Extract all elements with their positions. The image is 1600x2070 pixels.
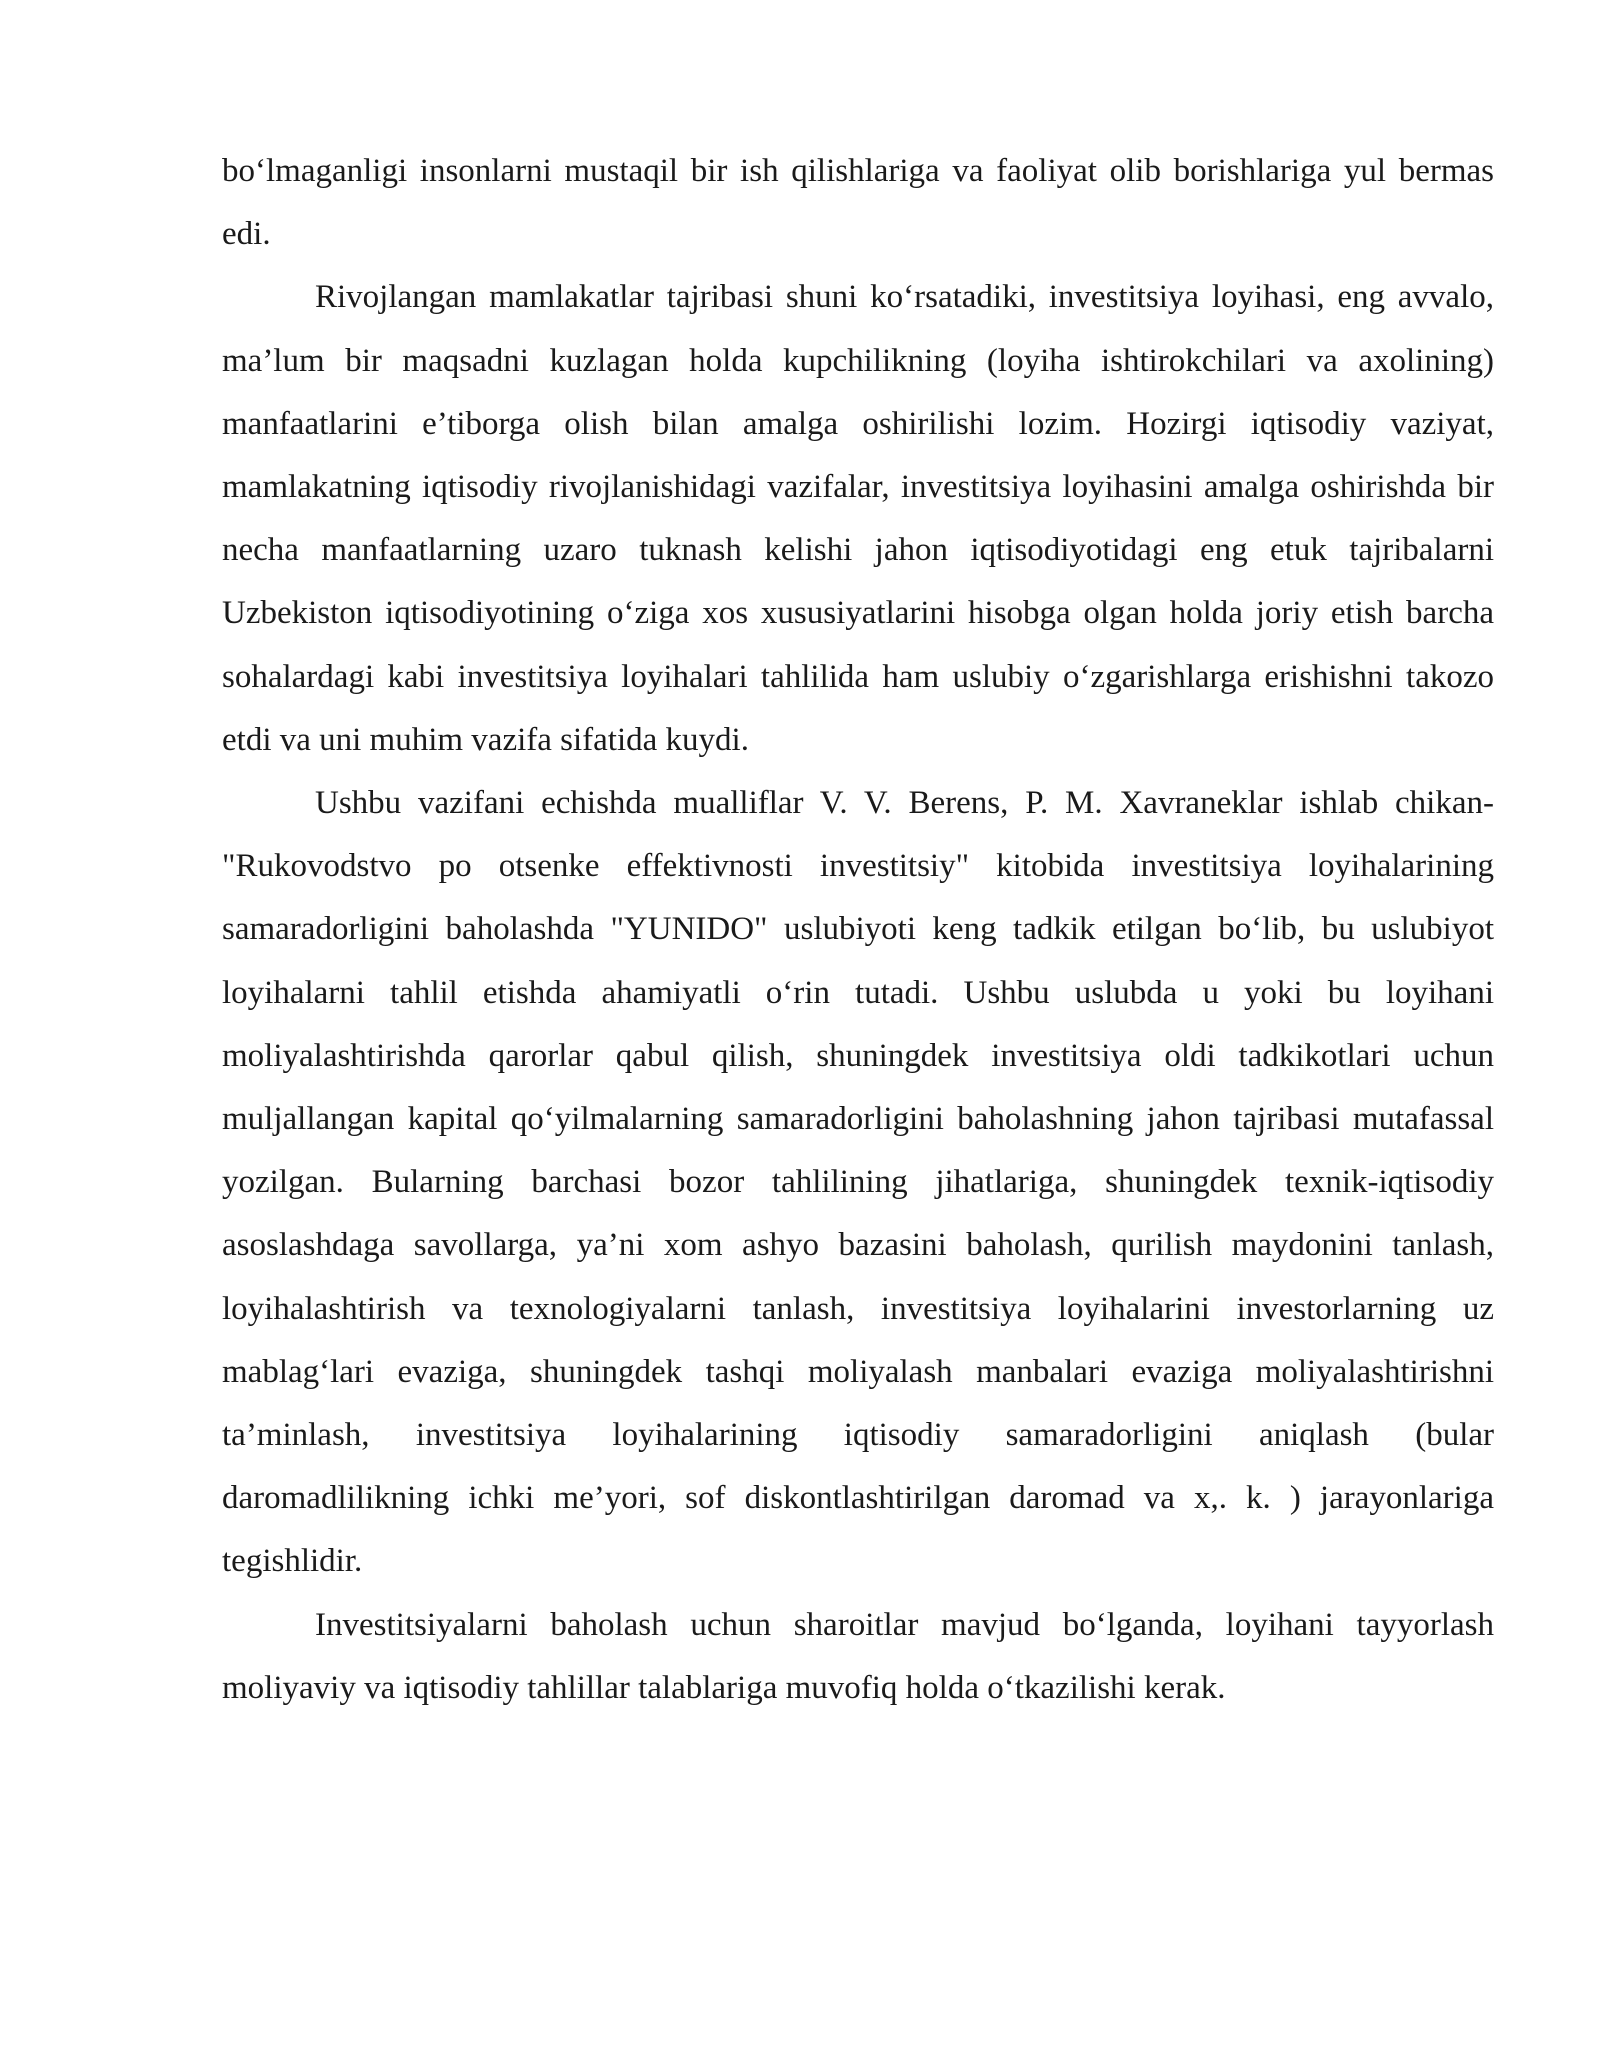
paragraph-investitsiyalarni: Investitsiyalarni baholash uchun sharoitlar mavjud bo‘lganda, loyihani tayyorlash moliyaviy va iqtisodiy tahlillar talablariga muvofiq holda o‘tkazilishi kerak. xyxy=(222,1606,1494,1706)
paragraph-ushbu-vazifani: Ushbu vazifani echishda mualliflar V. V. Berens, P. M. Xavraneklar ishlab chikan- "Rukovodstvo po otsenke effektivnosti investitsiy" kitobida investitsiya loyihalarining samaradorligini baholashda "YUNIDO" uslubiyoti keng tadkik etilgan bo‘lib, bu uslubiyot loyihalarni tahlil etishda ahamiyatli o‘rin tutadi. Ushbu uslubda u yoki bu loyihani moliyalashtirishda qarorlar qabul qilish, shuningdek investitsiya oldi tadkikotlari uchun muljallangan kapital qo‘yilmalarning samaradorligini baholashning jahon tajribasi mutafassal yozilgan. Bularning barchasi bozor tahlilining jihatlariga, shuningdek texnik-iqtisodiy asoslashdaga savollarga, ya’ni xom ashyo bazasini baholash, qurilish maydonini tanlash, loyihalashtirish va texnologiyalarni tanlash, investitsiya loyihalarini investorlarning uz mablag‘lari evaziga, shuningdek tashqi moliyalash manbalari evaziga moliyalashtirishni ta’minlash, investitsiya loyihalarining iqtisodiy samaradorligini aniqlash (bular daromadlilikning ichki me’yori, sof diskontlashtirilgan daromad va x,. k. ) jarayonlariga tegishlidir. xyxy=(222,785,1494,1580)
paragraph-continuation: bo‘lmaganligi insonlarni mustaqil bir ish qilishlariga va faoliyat olib borishlariga yul bermas edi. xyxy=(222,153,1494,253)
document-body xyxy=(222,140,1494,1720)
paragraph-rivojlangan: Rivojlangan mamlakatlar tajribasi shuni ko‘rsatadiki, investitsiya loyihasi, eng avvalo, ma’lum bir maqsadni kuzlagan holda kupchilikning (loyiha ishtirokchilari va axolining) manfaatlarini e’tiborga olish bilan amalga oshirilishi lozim. Hozirgi iqtisodiy vaziyat, mamlakatning iqtisodiy rivojlanishidagi vazifalar, investitsiya loyihasini amalga oshirishda bir necha manfaatlarning uzaro tuknash kelishi jahon iqtisodiyotidagi eng etuk tajribalarni Uzbekiston iqtisodiyotining o‘ziga xos xususiyatlarini hisobga olgan holda joriy etish barcha sohalardagi kabi investitsiya loyihalari tahlilida ham uslubiy o‘zgarishlarga erishishni takozo etdi va uni muhim vazifa sifatida kuydi. xyxy=(222,279,1494,758)
